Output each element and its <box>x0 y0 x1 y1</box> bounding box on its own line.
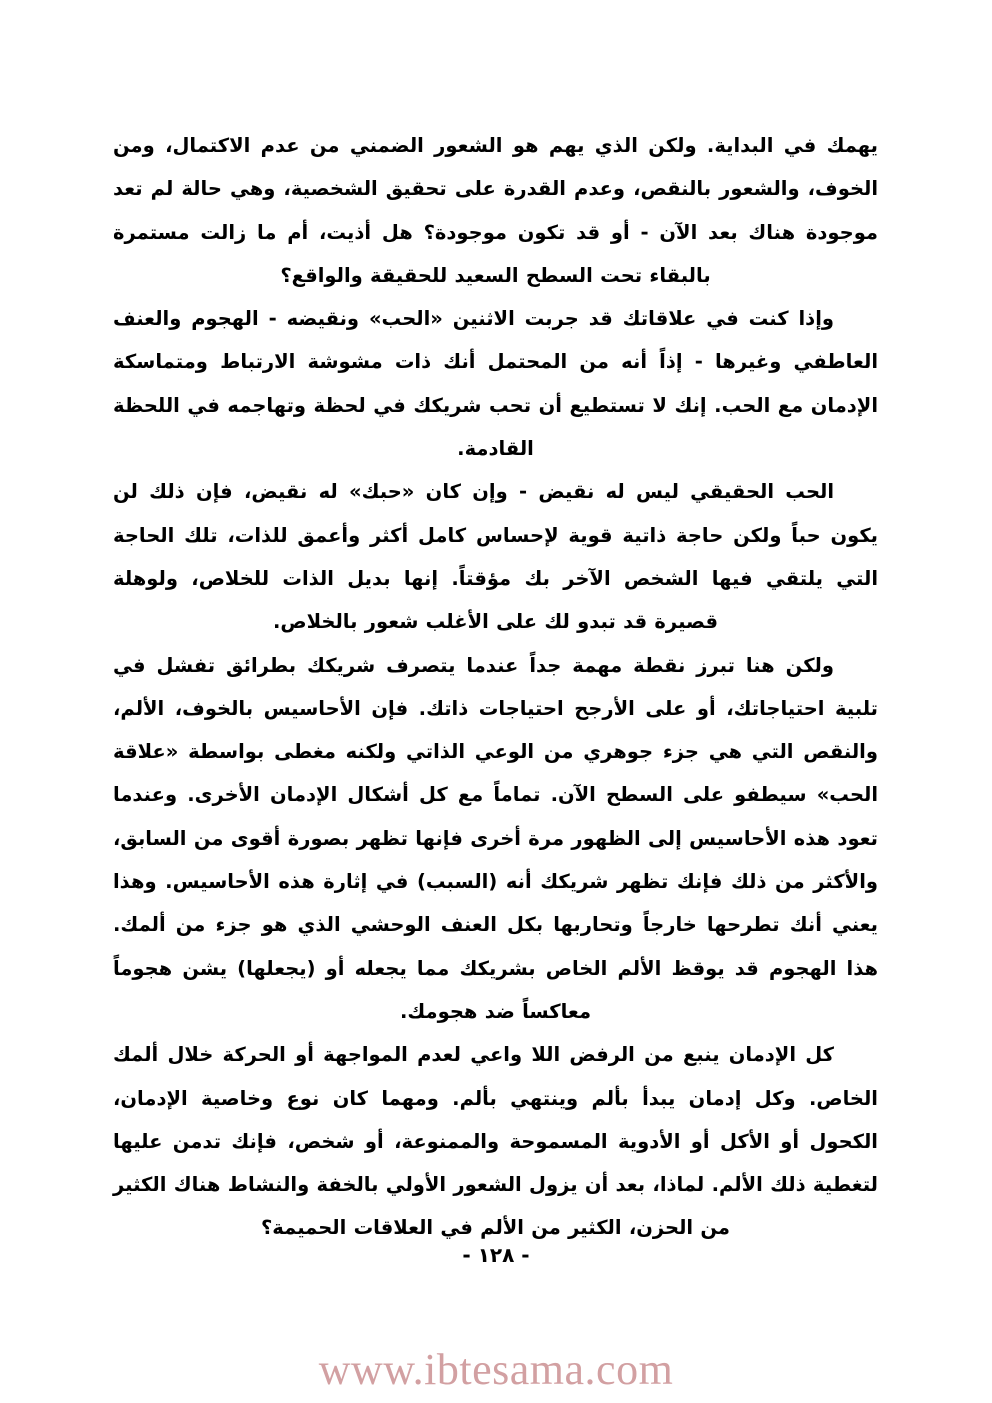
paragraph-3: الحب الحقيقي ليس له نقيض - وإن كان «حبك» له نقيض، فإن ذلك لن يكون حباً ولكن حاجة ذاتية قوية لإحساس كامل أكثر وأعمق للذات، تلك الحاجة التي يلتقي فيها الشخص الآخر بك مؤقتاً. إنها بديل الذات للخلاص، ولوهلة قصيرة قد تبدو لك على الأغلب شعور بالخلاص. <box>113 480 878 634</box>
site-watermark: www.ibtesama.com <box>318 1345 674 1394</box>
paragraph-5: كل الإدمان ينبع من الرفض اللا واعي لعدم المواجهة أو الحركة خلال ألمك الخاص. وكل إدمان يبدأ بألم وينتهي بألم. ومهما كان نوع وخاصية الإدمان، الكحول أو الأكل أو الأدوية المسموحة والممنوعة، أو شخص، فإنك تدمن عليها لتغطية ذلك الألم. لماذا، بعد أن يزول الشعور الأولي بالخفة والنشاط هناك الكثير من الحزن، الكثير من الألم في العلاقات الحميمة؟ <box>113 1043 878 1240</box>
page-body-text <box>113 124 878 1250</box>
page-number: - ١٢٨ - <box>462 1243 530 1267</box>
paragraph-4: ولكن هنا تبرز نقطة مهمة جداً عندما يتصرف شريكك بطرائق تفشل في تلبية احتياجاتك، أو على الأرجح احتياجات ذاتك. فإن الأحاسيس بالخوف، الألم، والنقص التي هي جزء جوهري من الوعي الذاتي ولكنه مغطى بواسطة «علاقة الحب» سيطفو على السطح الآن. تماماً مع كل أشكال الإدمان الأخرى. وعندما تعود هذه الأحاسيس إلى الظهور مرة أخرى فإنها تظهر بصورة أقوى من السابق، والأكثر من ذلك فإنك تظهر شريكك أنه (السبب) في إثارة هذه الأحاسيس. وهذا يعني أنك تطرحها خارجاً وتحاربها بكل العنف الوحشي الذي هو جزء من ألمك. هذا الهجوم قد يوقظ الألم الخاص بشريكك مما يجعله أو (يجعلها) يشن هجوماً معاكساً ضد هجومك. <box>113 653 878 1023</box>
paragraph-1: يهمك في البداية. ولكن الذي يهم هو الشعور الضمني من عدم الاكتمال، ومن الخوف، والشعور بالنقص، وعدم القدرة على تحقيق الشخصية، وهي حالة لم تعد موجودة هناك بعد الآن - أو قد تكون موجودة؟ هل أذيت، أم ما زالت مستمرة بالبقاء تحت السطح السعيد للحقيقة والواقع؟ <box>113 134 878 287</box>
paragraph-2: وإذا كنت في علاقاتك قد جربت الاثنين «الحب» ونقيضه - الهجوم والعنف العاطفي وغيرها - إذاً أنه من المحتمل أنك ذات مشوشة الارتباط ومتماسكة الإدمان مع الحب. إنك لا تستطيع أن تحب شريكك في لحظة وتهاجمه في اللحظة القادمة. <box>113 307 878 461</box>
